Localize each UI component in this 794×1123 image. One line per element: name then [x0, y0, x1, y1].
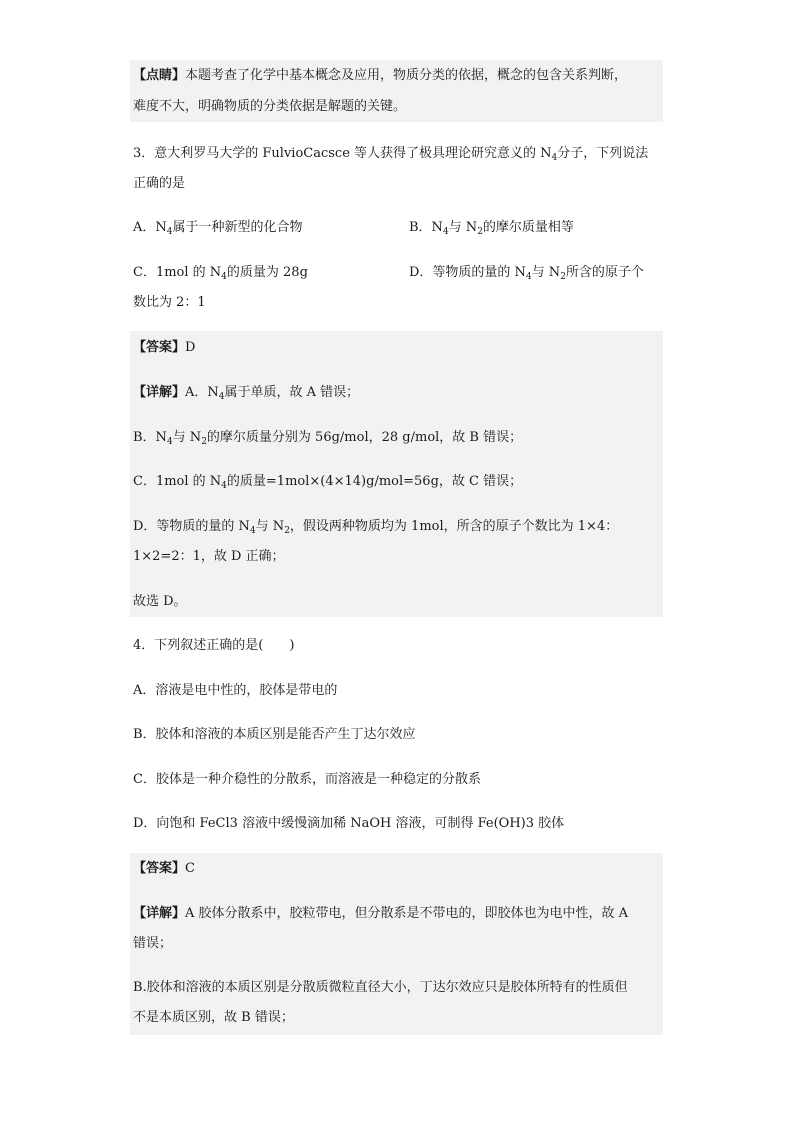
q4-option-b: B．胶体和溶液的本质区别是能否产生丁达尔效应 — [133, 727, 416, 742]
q3-detail-4: D．等物质的量的 $N_4$与 $N_2$，假设两种物质均为 1mol，所含的原子个数比为 1×4： — [133, 519, 619, 536]
q3-stem-line-1: 3．意大利罗马大学的 FulvioCacsce 等人获得了极具理论研究意义的 $N_4$分子，下列说法 — [133, 146, 649, 163]
q3-detail-4-cont: 1×2=2：1，故 D 正确； — [133, 549, 285, 564]
q3-detail-2: B．$N_4$与 $N_2$的摩尔质量分别为 56g/mol，28 g/mol，故 B 错误； — [133, 430, 523, 447]
q3-options-ab — [133, 218, 663, 239]
q4-detail-2: B.胶体和溶液的本质区别是分散质微粒直径大小，丁达尔效应只是胶体所特有的性质但 — [133, 980, 628, 995]
q4-option-d: D．向饱和 FeCl3 溶液中缓慢滴加稀 NaOH 溶液，可制得 Fe(OH)3 胶体 — [133, 816, 565, 831]
dianjing-line-1: 【点睛】本题考查了化学中基本概念及应用，物质分类的依据，概念的包含关系判断， — [133, 68, 628, 83]
q4-detail-1-cont: 错误； — [133, 936, 173, 951]
q3-stem-line-2: 正确的是 — [133, 176, 186, 191]
q3-detail-3: C．1mol 的 $N_4$的质量=1mol×(4×14)g/mol=56g，故 C 错误； — [133, 474, 523, 491]
q3-options-cd — [133, 263, 663, 284]
q3-option-d-cont: 数比为 2：1 — [133, 295, 206, 310]
dianjing-tag: 【点睛】 — [133, 68, 186, 83]
q4-answer: 【答案】C — [133, 861, 195, 876]
q3-detail-1: 【详解】A．$N_4$属于单质，故 A 错误； — [133, 385, 360, 402]
q3-option-b: B．$N_4$与 $N_2$的摩尔质量相等 — [409, 220, 574, 237]
q4-stem: 4．下列叙述正确的是( ) — [133, 638, 295, 653]
q4-detail-2-cont: 不是本质区别，故 B 错误； — [133, 1010, 294, 1025]
q3-option-d: D．等物质的量的 $N_4$与 $N_2$所含的原子个 — [409, 265, 644, 282]
q3-answer: 【答案】D — [133, 340, 196, 355]
q4-option-a: A．溶液是电中性的，胶体是带电的 — [133, 683, 338, 698]
dianjing-line-2: 难度不大，明确物质的分类依据是解题的关键。 — [133, 99, 407, 114]
q3-option-a: A．$N_4$属于一种新型的化合物 — [133, 220, 303, 237]
q4-detail-1: 【详解】A 胶体分散系中，胶粒带电，但分散系是不带电的，即胶体也为电中性，故 A — [133, 906, 629, 921]
q3-option-c: C．1mol 的 $N_4$的质量为 28g — [133, 265, 308, 282]
q4-option-c: C．胶体是一种介稳性的分散系，而溶液是一种稳定的分散系 — [133, 772, 481, 787]
q3-detail-5: 故选 D。 — [133, 594, 187, 609]
